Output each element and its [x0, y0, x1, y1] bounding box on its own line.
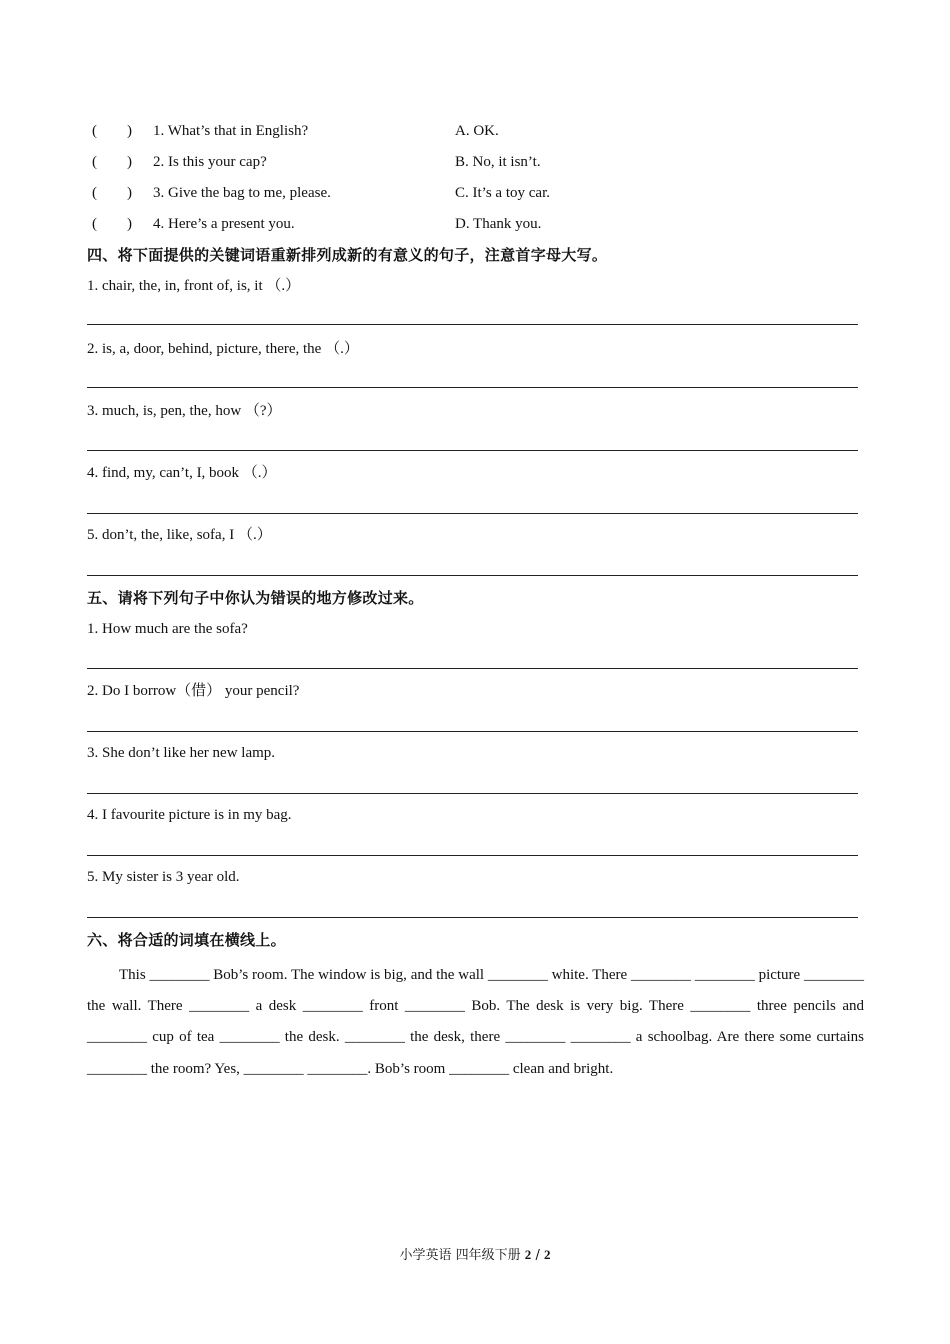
answer-line[interactable] [87, 917, 858, 918]
section-5-item: 2. Do I borrow（借） your pencil? [87, 683, 300, 699]
matching-question: 3. Give the bag to me, please. [153, 185, 331, 201]
answer-line[interactable] [87, 387, 858, 388]
answer-bracket[interactable]: ( ) [92, 123, 132, 139]
answer-line[interactable] [87, 793, 858, 794]
matching-answer: B. No, it isn’t. [455, 154, 541, 170]
page-number: 2 [524, 1247, 532, 1262]
section-5-item: 1. How much are the sofa? [87, 621, 248, 637]
section-4-item: 5. don’t, the, like, sofa, I （.） [87, 527, 272, 543]
fill-in-paragraph[interactable]: This ________ Bob’s room. The window is big, and the wall ________ white. There ________ ________ picture ________ the wall. There ________ a desk ________ front ________ Bob. The desk is very big. There ________ three pencils and ________ cup of tea ________ the desk. ________ the desk, there ________ ________ a schoolbag. Are there some curtains ________ the room? Yes, ________ ________. Bob’s room ________ clean and bright. [87, 967, 864, 1077]
section-5-item: 4. I favourite picture is in my bag. [87, 807, 292, 823]
section-4-item: 4. find, my, can’t, I, book （.） [87, 465, 277, 481]
section-4-item: 2. is, a, door, behind, picture, there, the （.） [87, 341, 359, 357]
matching-answer: A. OK. [455, 123, 499, 139]
answer-line[interactable] [87, 731, 858, 732]
matching-answer: C. It’s a toy car. [455, 185, 550, 201]
section-4-item: 1. chair, the, in, front of, is, it （.） [87, 278, 301, 294]
matching-question: 1. What’s that in English? [153, 123, 309, 139]
answer-line[interactable] [87, 324, 858, 325]
answer-line[interactable] [87, 513, 858, 514]
answer-line[interactable] [87, 668, 858, 669]
answer-line[interactable] [87, 450, 858, 451]
page-total: 2 [543, 1247, 551, 1262]
page-separator: / [535, 1248, 540, 1263]
matching-question: 2. Is this your cap? [153, 154, 267, 170]
section-4-item: 3. much, is, pen, the, how （?） [87, 403, 282, 419]
answer-bracket[interactable]: ( ) [92, 154, 132, 170]
answer-line[interactable] [87, 855, 858, 856]
section-5-item: 3. She don’t like her new lamp. [87, 745, 276, 761]
answer-line[interactable] [87, 575, 858, 576]
page-footer [0, 1245, 950, 1266]
answer-bracket[interactable]: ( ) [92, 216, 132, 232]
section-6-title: 六、将合适的词填在横线上。 [87, 931, 286, 949]
section-4-title: 四、将下面提供的关键词语重新排列成新的有意义的句子，注意首字母大写。 [87, 246, 608, 264]
section-5-item: 5. My sister is 3 year old. [87, 869, 240, 885]
matching-question: 4. Here’s a present you. [153, 216, 295, 232]
section-5-title: 五、请将下列句子中你认为错误的地方修改过来。 [87, 589, 424, 607]
matching-answer: D. Thank you. [455, 216, 542, 232]
answer-bracket[interactable]: ( ) [92, 185, 132, 201]
footer-text: 小学英语 四年级下册 [399, 1248, 521, 1263]
